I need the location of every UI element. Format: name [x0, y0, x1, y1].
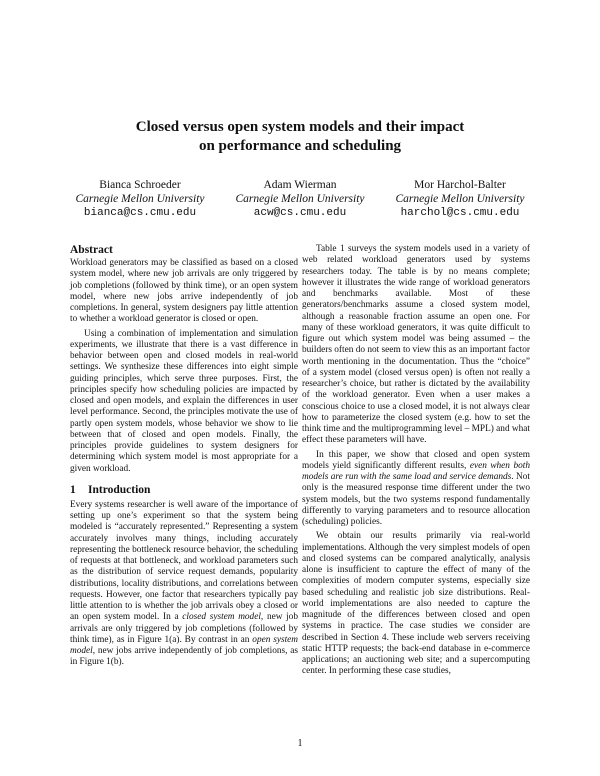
abstract-heading: Abstract: [70, 244, 113, 256]
introduction-heading: [70, 484, 298, 497]
author-email: harchol@cs.cmu.edu: [400, 207, 520, 219]
emphasis-open-system-model: open system model: [70, 634, 298, 656]
text-run: . Not only is the measured response time different under the two system models, but the two systems respond fundamentally differently to varying parameters and to resource allocation (scheduling) policies.: [302, 472, 530, 527]
author-name: Adam Wierman: [263, 179, 337, 191]
abstract-paragraph-1: Workload generators may be classified as based on a closed system model, where new job arrivals are only triggered by job completions (followed by think time), or an open system model, where new jobs arrive independently of job completions. In general, system designers pay little attention to whether a workload generator is closed or open.: [70, 258, 298, 325]
section-title: Introduction: [88, 483, 151, 496]
emphasis-closed-system-model: closed system model: [182, 612, 261, 623]
author-2: [220, 178, 380, 220]
author-affiliation: Carnegie Mellon University: [395, 193, 525, 205]
text-run: , new jobs arrive independently of job completions, as in Figure 1(b).: [70, 646, 298, 668]
abstract-paragraph-2: Using a combination of implementation and simulation experiments, we illustrate that there is a vast difference in behavior between open and closed models in real-world settings. We synthesize these differences into eight simple guiding principles, which serve three purposes. First, the principles specify how scheduling policies are impacted by closed and open models, and explain the differences in user level performance. Second, the principles motivate the use of partly open system models, whose behavior we show to lie between that of closed and open models. Finally, the principles provide guidelines to system designers for determining which system model is most appropriate for a given workload.: [70, 328, 298, 474]
right-column: [302, 244, 530, 678]
author-3: [380, 178, 540, 220]
author-1: [60, 178, 220, 220]
page-number: 1: [297, 738, 303, 749]
emphasis-same-load: even when both models are run with the same load and service demands: [302, 460, 530, 482]
section-number: 1: [70, 483, 76, 496]
author-name: Bianca Schroeder: [99, 179, 181, 191]
author-email: bianca@cs.cmu.edu: [83, 207, 197, 219]
paper-title: [0, 118, 600, 156]
author-email: acw@cs.cmu.edu: [253, 207, 347, 219]
author-affiliation: Carnegie Mellon University: [235, 193, 365, 205]
author-affiliation: Carnegie Mellon University: [75, 193, 205, 205]
right-paragraph-3: We obtain our results primarily via real-world implementations. Although the very simplest models of open and closed systems can be compared analytically, analysis alone is insufficient to capture the effect of many of the complexities of modern computer systems, especially size based scheduling and realistic job size distributions. Real-world implementations are also needed to capture the magnitude of the differences between closed and open systems in practice. The case studies we consider are described in Section 4. These include web servers receiving static HTTP requests; the back-end database in e-commerce applications; an auctioning web site; and a supercomputing center. In performing these case studies,: [302, 531, 530, 677]
text-run: Every systems researcher is well aware of the importance of setting up one’s experiment so that the system being modeled is “accurately represented.” Representing a system accurately involves many things, including accurately representing the bottleneck resource behavior, the scheduling of requests at that bottleneck, and workload parameters such as the distribution of service request demands, popularity distributions, locality distributions, and correlations between requests. However, one factor that researchers typically pay little attention to is whether the job arrivals obey a closed or an open system model. In a: [70, 499, 298, 623]
title-line-2: on performance and scheduling: [198, 138, 402, 154]
right-paragraph-1: Table 1 surveys the system models used in a variety of web related workload generators used by systems researchers today. The table is by no means complete; however it illustrates the wide range of workload generators and benchmarks available. Most of these generators/benchmarks assume a closed system model, although a reasonable fraction assume an open one. For many of these workload generators, it was quite difficult to figure out which system model was being assumed – the builders often do not seem to view this as an important factor worth mentioning in the documentation. Thus the “choice” of a system model (closed versus open) is often not really a researcher’s choice, but rather is dictated by the availability of the workload generator. Even when a user makes a conscious choice to use a closed model, it is not always clear how to parameterize the closed system (e.g. how to set the think time and the multiprogramming level – MPL) and what effect these parameters will have.: [302, 244, 530, 446]
text-run: In this paper, we show that closed and open system models yield significantly different results,: [302, 449, 530, 471]
author-name: Mor Harchol-Balter: [414, 179, 506, 191]
author-block: [60, 178, 540, 220]
title-line-1: Closed versus open system models and their impact: [135, 119, 465, 135]
intro-paragraph-1: [70, 500, 298, 669]
text-run: , new job arrivals are only triggered by job completions (followed by think time), as in Figure 1(a). By contrast in an: [70, 612, 299, 645]
left-column: [70, 244, 298, 669]
right-paragraph-2: [302, 450, 530, 529]
